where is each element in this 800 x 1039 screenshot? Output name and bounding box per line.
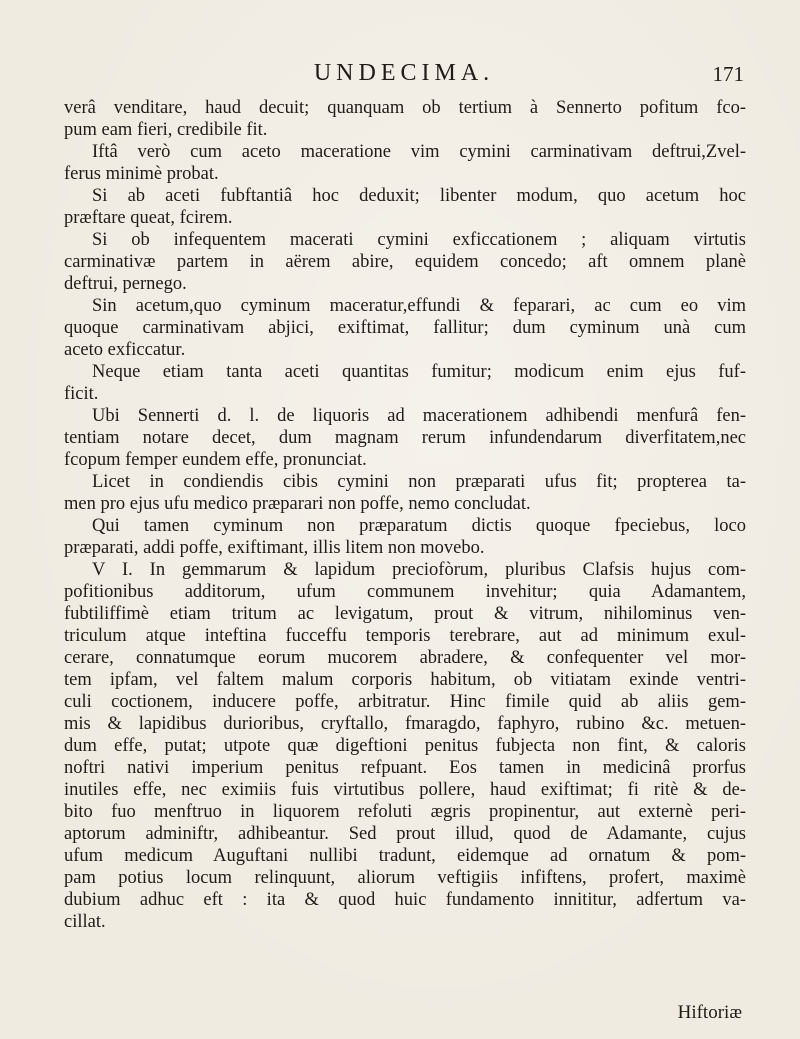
text-line: bito fuo menftruo in liquorem refoluti ægris propinentur, aut externè peri- [64,802,746,822]
text-line: Ubi Sennerti d. l. de liquoris ad macerationem adhibendi menfurâ fen- [92,406,746,426]
text-line: inutiles effe, nec eximiis fuis virtutibus pollere, haud exiftimat; fi ritè & de- [64,780,746,800]
text-line: dum effe, putat; utpote quæ digeftioni penitus fubjecta non fint, & caloris [64,736,746,756]
catchword: Hiftoriæ [677,1002,742,1023]
text-line: pum eam fieri, credibile fit. [64,120,268,140]
text-line: dubium adhuc eft : ita & quod huic fundamento innititur, adfertum va- [64,890,746,910]
text-line: Si ob infequentem macerati cymini exficcationem ; aliquam virtutis [92,230,746,250]
text-line: quoque carminativam abjici, exiftimat, fallitur; dum cyminum unà cum [64,318,746,338]
text-line: fubtiliffimè etiam tritum ac levigatum, prout & vitrum, nihilominus ven- [64,604,746,624]
text-line: noftri nativi imperium penitus refpuant. Eos tamen in medicinâ prorfus [64,758,746,778]
text-line: aptorum adminiftr, adhibeantur. Sed prout illud, quod de Adamante, cujus [64,824,746,844]
body-text [64,97,746,933]
text-line: deftrui, pernego. [64,274,187,294]
page-number: 171 [712,62,744,86]
page-header [64,60,744,90]
running-title: UNDECIMA. [313,60,495,86]
text-line: aceto exficcatur. [64,340,186,360]
text-line: præparati, addi poffe, exiftimant, illis litem non movebo. [64,538,485,558]
text-line: pofitionibus additorum, ufum communem invehitur; quia Adamantem, [64,582,746,602]
text-line: carminativæ partem in aërem abire, equidem concedo; aft omnem planè [64,252,746,272]
text-line: cillat. [64,912,106,932]
text-line: men pro ejus ufu medico præparari non poffe, nemo concludat. [64,494,531,514]
text-line: tentiam notare decet, dum magnam rerum infundendarum diverfitatem,nec [64,428,746,448]
text-line: cerare, connatumque eorum mucorem abradere, & confequenter vel mor- [64,648,746,668]
text-line: culi coctionem, inducere poffe, arbitratur. Hinc fimile quid ab aliis gem- [64,692,746,712]
text-line: mis & lapidibus durioribus, cryftallo, fmaragdo, faphyro, rubino &c. metuen- [64,714,746,734]
text-line: Sin acetum,quo cyminum maceratur,effundi & feparari, ac cum eo vim [92,296,746,316]
text-line: tem ipfam, vel faltem malum corporis habitum, ob vitiatam exinde ventri- [64,670,746,690]
text-line: V I. In gemmarum & lapidum preciofòrum, pluribus Clafsis hujus com- [92,560,746,580]
text-line: Neque etiam tanta aceti quantitas fumitur; modicum enim ejus fuf- [92,362,746,382]
text-line: Qui tamen cyminum non præparatum dictis quoque fpeciebus, loco [92,516,746,536]
text-line: ufum medicum Auguftani nullibi tradunt, eidemque ad ornatum & pom- [64,846,746,866]
text-line: fcopum femper eundem effe, pronunciat. [64,450,367,470]
text-line: verâ venditare, haud decuit; quanquam ob tertium à Sennerto pofitum fco- [64,98,746,118]
text-line: Licet in condiendis cibis cymini non præparati ufus fit; propterea ta- [92,472,746,492]
text-line: ferus minimè probat. [64,164,219,184]
text-line: Si ab aceti fubftantiâ hoc deduxit; libenter modum, quo acetum hoc [92,186,746,206]
text-line: præftare queat, fcirem. [64,208,233,228]
text-line: triculum atque inteftina fucceffu temporis terebrare, aut ad minimum exul- [64,626,746,646]
text-line: pam potius locum relinquunt, aliorum veftigiis infiftens, profert, maximè [64,868,746,888]
text-line: Iftâ verò cum aceto maceratione vim cymini carminativam deftrui,Zvel- [92,142,746,162]
text-line: ficit. [64,384,99,404]
